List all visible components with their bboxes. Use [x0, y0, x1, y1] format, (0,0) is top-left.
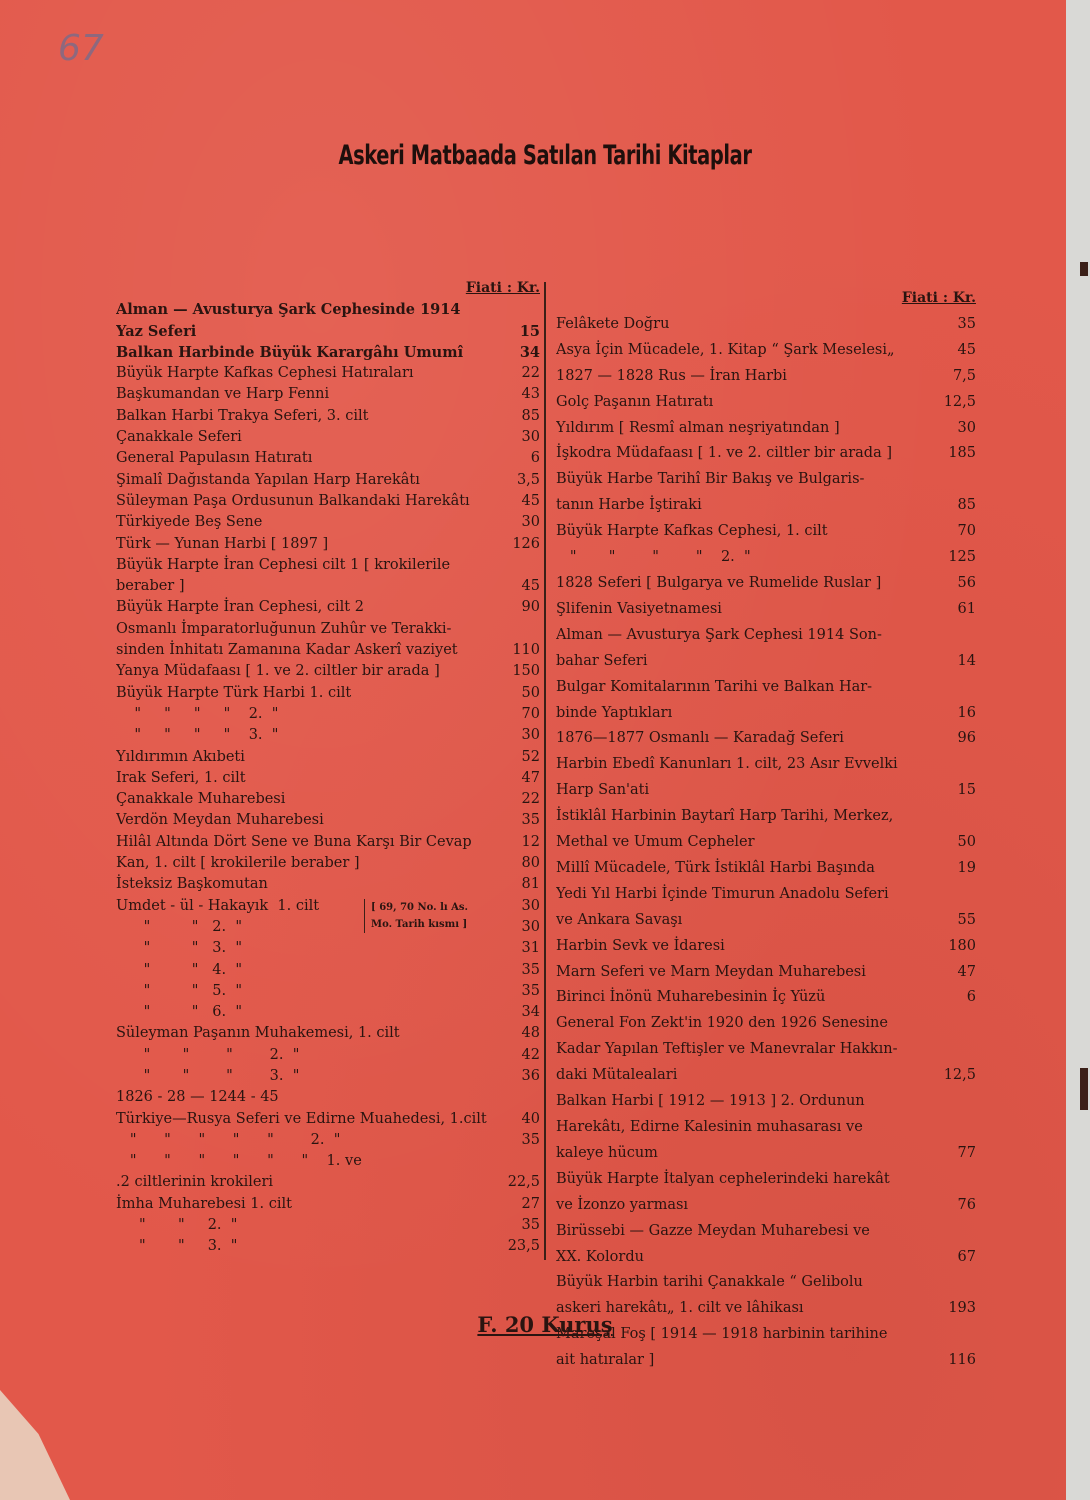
book-title: tanın Harbe İştiraki: [556, 497, 702, 514]
book-list-row: [116, 555, 540, 576]
book-price: 7,5: [952, 367, 976, 384]
book-price: 126: [512, 535, 540, 552]
book-price: 55: [957, 911, 976, 928]
book-title: Asya İçin Mücadele, 1. Kitap “ Şark Meselesi„: [556, 341, 895, 358]
book-title: " " " 3. ": [116, 1067, 300, 1084]
book-list-row: [116, 747, 540, 768]
book-title: " " " 2. ": [116, 1046, 300, 1063]
book-title: İşkodra Müdafaası [ 1. ve 2. ciltler bir arada ]: [556, 445, 892, 462]
book-title: " " 3. ": [116, 940, 243, 957]
book-price: 150: [512, 663, 540, 680]
book-price: 12: [521, 833, 540, 850]
book-list-row: [116, 1023, 540, 1044]
book-price: 48: [521, 1025, 540, 1042]
book-title: Türkiye—Rusya Seferi ve Edirne Muahedesi, 1.cilt: [116, 1110, 487, 1127]
book-list-row: [116, 640, 540, 661]
book-price: 15: [957, 782, 976, 799]
book-list-row: [116, 384, 540, 405]
book-list-row: [556, 701, 976, 727]
book-list-row: [116, 704, 540, 725]
book-list-row: [116, 981, 540, 1002]
book-list-row: [116, 299, 540, 320]
left-rows: [116, 299, 540, 1257]
book-list-row: [556, 882, 976, 908]
book-price: 27: [521, 1195, 540, 1212]
book-list-row: [556, 675, 976, 701]
bracket-note-line: [ 69, 70 No. lı As.: [371, 902, 469, 913]
book-list-row: [116, 917, 540, 938]
book-price: 30: [521, 897, 540, 914]
book-list-row: [116, 1045, 540, 1066]
book-title: " " " " " 2. ": [116, 1131, 341, 1148]
book-list-row: [116, 661, 540, 682]
book-title: Irak Seferi, 1. cilt: [116, 769, 246, 786]
edge-mark: [1080, 262, 1088, 276]
handwritten-page-number: 67: [58, 28, 104, 69]
book-title: Şlifenin Vasiyetnamesi: [556, 600, 722, 617]
book-list-row: [116, 470, 540, 491]
book-price: 23,5: [507, 1238, 540, 1255]
book-price: 50: [521, 684, 540, 701]
book-title: Felâkete Doğru: [556, 315, 670, 332]
book-list-row: [556, 726, 976, 752]
book-price: 35: [521, 961, 540, 978]
book-title: " " 6. ": [116, 1004, 243, 1021]
book-price: 15: [519, 322, 540, 340]
book-price: 22,5: [507, 1174, 540, 1191]
book-title: Verdön Meydan Muharebesi: [116, 812, 324, 829]
book-list-row: [556, 830, 976, 856]
book-list-row: [556, 597, 976, 623]
book-title: Balkan Harbi [ 1912 — 1913 ] 2. Ordunun: [556, 1093, 865, 1110]
book-title: Çanakkale Muharebesi: [116, 791, 286, 808]
book-title: Birinci İnönü Muharebesinin İç Yüzü: [556, 989, 826, 1006]
book-price: 30: [957, 419, 976, 436]
left-book-list: [116, 278, 540, 1258]
bracket-note: [364, 899, 468, 933]
book-price: 6: [530, 450, 540, 467]
book-price: 42: [521, 1046, 540, 1063]
book-list-row: [556, 1063, 976, 1089]
book-title: Alman — Avusturya Şark Cephesinde 1914: [116, 301, 461, 319]
column-divider: [544, 282, 546, 1260]
book-list-row: [116, 789, 540, 810]
book-price: 70: [957, 523, 976, 540]
book-title: " " " " 3. ": [116, 727, 279, 744]
book-list-row: [116, 853, 540, 874]
book-title: Umdet - ül - Hakayık 1. cilt: [116, 897, 320, 914]
book-list-row: [116, 512, 540, 533]
book-list-row: [116, 1194, 540, 1215]
book-title: 1828 Seferi [ Bulgarya ve Rumelide Ruslar ]: [556, 574, 882, 591]
book-list-row: [556, 519, 976, 545]
book-price: 35: [957, 315, 976, 332]
book-title: " " " " " " 1. ve: [116, 1153, 362, 1170]
book-list-row: [116, 1002, 540, 1023]
book-list-row: [556, 934, 976, 960]
book-title: Methal ve Umum Cepheler: [556, 834, 755, 851]
book-title: " " 5. ": [116, 982, 243, 999]
book-list-row: [116, 725, 540, 746]
book-title: Golç Paşanın Hatıratı: [556, 393, 714, 410]
book-price: 193: [948, 1300, 976, 1317]
book-list-row: [116, 1151, 540, 1172]
book-title: Büyük Harbin tarihi Çanakkale “ Gelibolu: [556, 1274, 863, 1291]
book-title: Harbin Ebedî Kanunları 1. cilt, 23 Asır Evvelki: [556, 756, 898, 773]
book-title: Kan, 1. cilt [ krokilerile beraber ]: [116, 855, 360, 872]
book-price: 35: [521, 812, 540, 829]
book-price: 34: [521, 1004, 540, 1021]
book-price: 110: [512, 642, 540, 659]
book-list-row: [116, 406, 540, 427]
book-title: Alman — Avusturya Şark Cephesi 1914 Son-: [556, 626, 882, 643]
book-title: " " " " 2. ": [556, 549, 751, 566]
book-title: beraber ]: [116, 578, 185, 595]
bracket-note-line: Mo. Tarih kısmı ]: [371, 919, 468, 930]
book-title: Harp San'ati: [556, 782, 650, 799]
book-price: 14: [957, 652, 976, 669]
book-title: Büyük Harpte İran Cephesi, cilt 2: [116, 599, 364, 616]
book-price: 56: [957, 574, 976, 591]
book-list-row: [116, 1087, 540, 1108]
book-title: " " 2. ": [116, 918, 243, 935]
book-price: 19: [957, 859, 976, 876]
book-title: Büyük Harpte Türk Harbi 1. cilt: [116, 684, 352, 701]
book-list-row: [556, 364, 976, 390]
book-title: Marn Seferi ve Marn Meydan Muharebesi: [556, 963, 866, 980]
book-title: Bulgar Komitalarının Tarihi ve Balkan Har-: [556, 678, 873, 695]
right-rows: [556, 312, 976, 1374]
book-title: Mareşal Foş [ 1914 — 1918 harbinin tarihine: [556, 1326, 888, 1343]
book-price: 61: [957, 600, 976, 617]
book-list-row: [116, 534, 540, 555]
book-list-row: [556, 390, 976, 416]
book-price: 180: [948, 937, 976, 954]
book-list-row: [556, 545, 976, 571]
book-list-row: [556, 985, 976, 1011]
book-title: sinden İnhitatı Zamanına Kadar Askerî vaziyet: [116, 642, 458, 659]
book-list-row: [556, 1270, 976, 1296]
book-title: Balkan Harbinde Büyük Karargâhı Umumî: [116, 343, 464, 361]
book-price: 45: [521, 492, 540, 509]
book-list-row: [116, 321, 540, 342]
book-list-row: [556, 1141, 976, 1167]
book-title: " " 3. ": [116, 1238, 238, 1255]
book-title: kaleye hücum: [556, 1144, 658, 1161]
book-title: İsteksiz Başkomutan: [116, 876, 268, 893]
book-price: 3,5: [516, 471, 540, 488]
book-title: Osmanlı İmparatorluğunun Zuhûr ve Terakki-: [116, 620, 452, 637]
book-price: 43: [521, 386, 540, 403]
book-title: Millî Mücadele, Türk İstiklâl Harbi Başında: [556, 859, 875, 876]
book-list-row: [116, 960, 540, 981]
book-title: Birüssebi — Gazze Meydan Muharebesi ve: [556, 1222, 870, 1239]
book-list-row: [556, 1348, 976, 1374]
book-price: 67: [957, 1248, 976, 1265]
book-price: 70: [521, 705, 540, 722]
book-title: bahar Seferi: [556, 652, 648, 669]
book-title: 1876—1877 Osmanlı — Karadağ Seferi: [556, 730, 844, 747]
book-list-row: [556, 804, 976, 830]
book-title: Çanakkale Seferi: [116, 429, 242, 446]
page-title: Askeri Matbaada Satılan Tarihi Kitaplar: [338, 140, 752, 171]
book-title: Süleyman Paşanın Muhakemesi, 1. cilt: [116, 1025, 400, 1042]
edge-mark: [1080, 1068, 1088, 1110]
book-price: 81: [521, 876, 540, 893]
book-price: 40: [521, 1110, 540, 1127]
book-list-row: [116, 1215, 540, 1236]
book-title: binde Yaptıkları: [556, 704, 673, 721]
book-list-row: [556, 1089, 976, 1115]
book-list-row: [116, 427, 540, 448]
book-title: 1826 - 28 — 1244 - 45: [116, 1089, 279, 1106]
book-list-row: [116, 597, 540, 618]
book-list-row: [556, 778, 976, 804]
book-list-row: [116, 1066, 540, 1087]
book-title: Büyük Harpte İran Cephesi cilt 1 [ krokilerile: [116, 556, 451, 573]
book-price: 30: [521, 727, 540, 744]
book-price: 80: [521, 855, 540, 872]
book-price: 35: [521, 1131, 540, 1148]
book-list-row: [556, 338, 976, 364]
book-list-row: [116, 1109, 540, 1130]
book-title: Harekâtı, Edirne Kalesinin muhasarası ve: [556, 1119, 863, 1135]
book-price: 30: [521, 918, 540, 935]
book-title: İstiklâl Harbinin Baytarî Harp Tarihi, Merkez,: [556, 808, 894, 825]
book-list-row: [556, 1037, 976, 1063]
book-price: 125: [948, 549, 976, 566]
book-title: Yıldırımın Akıbeti: [116, 748, 245, 765]
book-title: XX. Kolordu: [556, 1248, 644, 1265]
book-list-row: [556, 1219, 976, 1245]
book-price: 22: [521, 791, 540, 808]
book-price: 50: [957, 834, 976, 851]
book-list-row: [556, 312, 976, 338]
right-book-list: [556, 286, 976, 1374]
book-title: Hilâl Altında Dört Sene ve Buna Karşı Bir Cevap: [116, 833, 472, 850]
book-list-row: [116, 342, 540, 363]
book-list-row: [116, 1130, 540, 1151]
book-list-row: [116, 1236, 540, 1257]
book-price: 12,5: [943, 1067, 976, 1084]
book-title: 1827 — 1828 Rus — İran Harbi: [556, 367, 787, 384]
book-price: 30: [521, 429, 540, 446]
book-title: Yanya Müdafaası [ 1. ve 2. ciltler bir arada ]: [116, 663, 440, 680]
book-price: 22: [521, 365, 540, 382]
book-price: 90: [521, 599, 540, 616]
book-list-row: [116, 619, 540, 640]
book-list-row: [556, 416, 976, 442]
book-list-row: [116, 1172, 540, 1193]
book-title: " " " " 2. ": [116, 705, 279, 722]
book-list-row: [556, 493, 976, 519]
book-price: 76: [957, 1196, 976, 1213]
book-price: 45: [521, 578, 540, 595]
book-title: Büyük Harpte İtalyan cephelerindeki harekât: [556, 1170, 890, 1187]
book-price: 30: [521, 514, 540, 531]
book-price: 34: [519, 343, 540, 361]
book-list-row: [556, 856, 976, 882]
book-title: Kadar Yapılan Teftişler ve Manevralar Hakkın-: [556, 1041, 898, 1058]
book-title: İmha Muharebesi 1. cilt: [116, 1195, 292, 1212]
book-price: 45: [957, 341, 976, 358]
book-price: 47: [521, 769, 540, 786]
book-title: Balkan Harbi Trakya Seferi, 3. cilt: [116, 407, 369, 424]
book-list-row: [116, 576, 540, 597]
book-list-row: [556, 623, 976, 649]
book-title: " " 2. ": [116, 1217, 238, 1234]
book-price: 85: [521, 407, 540, 424]
book-title: ait hatıralar ]: [556, 1352, 655, 1369]
book-list-row: [116, 832, 540, 853]
book-title: General Fon Zekt'in 1920 den 1926 Senesine: [556, 1015, 888, 1032]
worn-corner: [0, 1390, 70, 1500]
book-title: Büyük Harpte Kafkas Cephesi Hatıraları: [116, 365, 414, 382]
book-list-row: [556, 908, 976, 934]
book-price: 12,5: [943, 393, 976, 410]
book-title: Süleyman Paşa Ordusunun Balkandaki Harekâtı: [116, 492, 470, 509]
book-title: Türk — Yunan Harbi [ 1897 ]: [116, 535, 329, 552]
book-price: 116: [948, 1352, 976, 1369]
book-title: Büyük Harpte Kafkas Cephesi, 1. cilt: [556, 523, 828, 540]
book-list-row: [116, 874, 540, 895]
book-price: 35: [521, 982, 540, 999]
book-list-row: [556, 467, 976, 493]
book-list-row: [116, 768, 540, 789]
book-price: 85: [957, 497, 976, 514]
book-price: 16: [957, 704, 976, 721]
book-price: 36: [521, 1067, 540, 1084]
book-list-row: [116, 896, 540, 917]
book-list-row: [556, 1011, 976, 1037]
price-header: Fiati : Kr.: [465, 280, 540, 296]
book-price: 31: [521, 940, 540, 957]
book-title: Yedi Yıl Harbi İçinde Timurun Anadolu Seferi: [556, 885, 889, 902]
book-price: 35: [521, 1217, 540, 1234]
book-title: Yaz Seferi: [116, 322, 197, 340]
book-list-row: [556, 1245, 976, 1271]
book-title: .2 ciltlerinin krokileri: [116, 1174, 274, 1191]
book-price: 185: [948, 445, 976, 462]
book-price: 6: [966, 989, 976, 1006]
book-title: Türkiyede Beş Sene: [116, 514, 263, 531]
book-list-row: [556, 571, 976, 597]
book-list-row: [116, 938, 540, 959]
price-header: Fiati : Kr.: [901, 290, 976, 306]
book-title: daki Mütalealari: [556, 1067, 678, 1084]
book-list-row: [116, 810, 540, 831]
book-list-row: [556, 752, 976, 778]
book-list-row: [116, 363, 540, 384]
book-list-row: [556, 960, 976, 986]
book-title: " " 4. ": [116, 961, 243, 978]
book-list-row: [556, 1193, 976, 1219]
book-list-row: [116, 491, 540, 512]
book-list-row: [556, 1167, 976, 1193]
book-title: Başkumandan ve Harp Fenni: [116, 386, 330, 403]
book-list-row: [116, 448, 540, 469]
book-price: 52: [521, 748, 540, 765]
book-price: 47: [957, 963, 976, 980]
book-list-row: [556, 1115, 976, 1141]
book-title: Büyük Harbe Tarihî Bir Bakış ve Bulgaris-: [556, 471, 865, 488]
footer-price: F. 20 Kuruş: [477, 1312, 613, 1337]
book-price: 96: [957, 730, 976, 747]
book-title: Harbin Sevk ve İdaresi: [556, 937, 725, 954]
book-title: ve İzonzo yarması: [556, 1196, 689, 1213]
book-price: 77: [957, 1144, 976, 1161]
book-title: Şimalî Dağıstanda Yapılan Harp Harekâtı: [116, 471, 420, 488]
book-title: askeri harekâtı„ 1. cilt ve lâhikası: [556, 1300, 804, 1317]
book-title: Yıldırım [ Resmî alman neşriyatından ]: [556, 419, 840, 436]
book-title: ve Ankara Savaşı: [556, 911, 683, 928]
book-list-row: [556, 649, 976, 675]
book-list-row: [116, 683, 540, 704]
book-title: General Papulasın Hatıratı: [116, 450, 313, 467]
book-list-row: [556, 441, 976, 467]
